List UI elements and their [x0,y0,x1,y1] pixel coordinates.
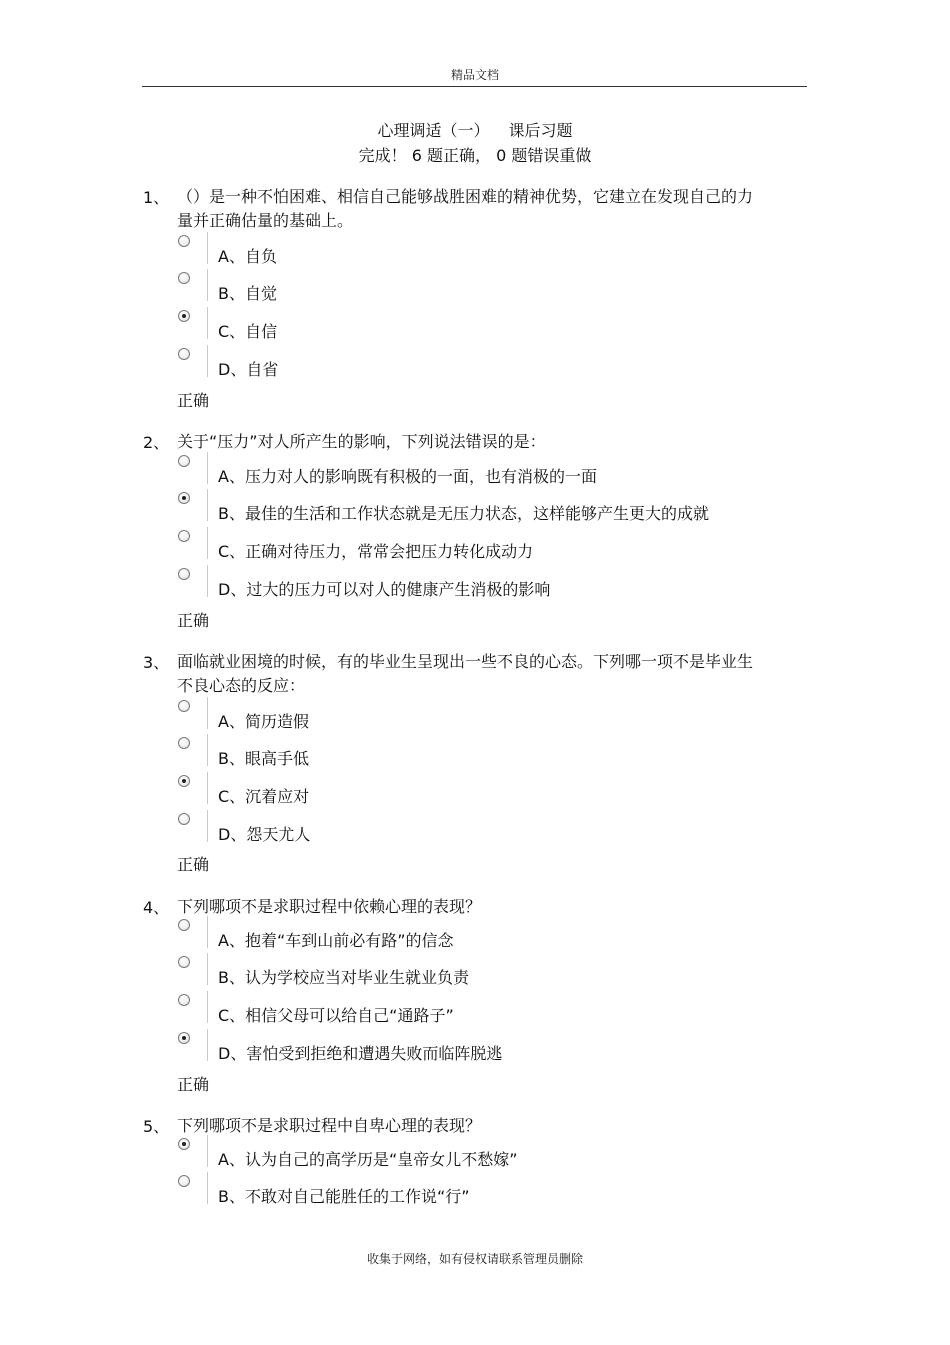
option-radio-cell [177,452,208,484]
answer-option[interactable] [0,808,950,846]
option-label: B、自觉 [218,284,277,303]
option-radio-cell [177,232,208,264]
option-radio-cell [177,734,208,766]
option-radio-cell [177,489,208,521]
radio-unselected-icon[interactable] [178,994,190,1006]
answer-option[interactable] [0,1027,950,1065]
option-label: A、简历造假 [218,712,309,731]
radio-unselected-icon[interactable] [178,455,190,467]
option-radio-cell [177,810,208,842]
option-label: D、怨天尤人 [218,825,311,844]
answer-result: 正确 [177,1075,210,1094]
option-label: C、自信 [218,322,278,341]
question-text: 关于“压力”对人所产生的影响，下列说法错误的是： [177,432,546,451]
answer-option[interactable] [0,525,950,563]
question-text: （）是一种不怕困难、相信自己能够战胜困难的精神优势，它建立在发现自己的力量并正确估量的基础上。 [177,187,754,230]
radio-unselected-icon[interactable] [178,813,190,825]
option-radio-cell [177,565,208,597]
answer-option[interactable] [0,695,950,732]
question-number: 2、 [143,433,170,452]
option-radio-cell [177,1172,208,1204]
option-radio-cell [177,772,208,804]
answer-option[interactable] [0,951,950,989]
option-radio-cell [177,345,208,377]
question-number: 3、 [143,653,170,672]
answer-option[interactable] [0,305,950,343]
option-radio-cell [177,307,208,339]
page-header: 精品文档 [450,68,499,82]
option-radio-cell [177,953,208,985]
answer-option[interactable] [0,450,950,487]
option-radio-cell [177,916,208,948]
answer-option[interactable] [0,1133,950,1170]
option-label: B、认为学校应当对毕业生就业负责 [218,968,469,987]
radio-unselected-icon[interactable] [178,348,190,360]
answer-options [0,450,950,601]
option-label: D、害怕受到拒绝和遭遇失败而临阵脱逃 [218,1044,503,1063]
answer-options [0,1133,950,1208]
answer-option[interactable] [0,563,950,601]
answer-option[interactable] [0,989,950,1027]
document-title: 心理调适（一） 课后习题 [377,121,573,140]
question-text: 面临就业困境的时候，有的毕业生呈现出一些不良的心态。下列哪一项不是毕业生不良心态的反应： [177,652,754,695]
answer-option[interactable] [0,1170,950,1208]
answer-option[interactable] [0,770,950,808]
option-radio-cell [177,1029,208,1061]
question-number: 5、 [143,1117,170,1136]
radio-unselected-icon[interactable] [178,568,190,580]
option-label: A、抱着“车到山前必有路”的信念 [218,931,454,950]
radio-selected-icon[interactable] [178,1138,190,1150]
answer-option[interactable] [0,914,950,951]
radio-unselected-icon[interactable] [178,700,190,712]
answer-options [0,695,950,846]
completion-status: 完成！ 6 题正确， 0 题错误重做 [358,146,592,165]
option-radio-cell [177,991,208,1023]
answer-result: 正确 [177,855,210,874]
option-label: D、过大的压力可以对人的健康产生消极的影响 [218,580,551,599]
option-label: D、自省 [218,360,279,379]
radio-selected-icon[interactable] [178,775,190,787]
option-label: B、不敢对自己能胜任的工作说“行” [218,1187,470,1206]
question-number: 4、 [143,898,170,917]
option-label: B、最佳的生活和工作状态就是无压力状态，这样能够产生更大的成就 [218,504,709,523]
answer-option[interactable] [0,230,950,267]
answer-options [0,230,950,381]
radio-selected-icon[interactable] [178,1032,190,1044]
option-label: B、眼高手低 [218,749,309,768]
option-radio-cell [177,527,208,559]
radio-unselected-icon[interactable] [178,1175,190,1187]
header-divider [142,86,807,87]
option-label: A、自负 [218,247,277,266]
question-text: 下列哪项不是求职过程中自卑心理的表现？ [177,1116,482,1135]
answer-option[interactable] [0,732,950,770]
answer-option[interactable] [0,487,950,525]
radio-unselected-icon[interactable] [178,235,190,247]
option-label: C、沉着应对 [218,787,310,806]
radio-selected-icon[interactable] [178,492,190,504]
radio-unselected-icon[interactable] [178,919,190,931]
option-radio-cell [177,269,208,301]
option-radio-cell [177,697,208,729]
option-label: C、正确对待压力，常常会把压力转化成动力 [218,542,534,561]
answer-option[interactable] [0,267,950,305]
option-label: C、相信父母可以给自己“通路子” [218,1006,454,1025]
radio-unselected-icon[interactable] [178,272,190,284]
answer-result: 正确 [177,611,210,630]
answer-options [0,914,950,1065]
page-footer: 收集于网络，如有侵权请联系管理员删除 [366,1252,583,1266]
question-text: 下列哪项不是求职过程中依赖心理的表现？ [177,897,482,916]
answer-option[interactable] [0,343,950,381]
option-label: A、压力对人的影响既有积极的一面，也有消极的一面 [218,467,597,486]
answer-result: 正确 [177,391,210,410]
radio-unselected-icon[interactable] [178,956,190,968]
question-number: 1、 [143,188,170,207]
radio-unselected-icon[interactable] [178,530,190,542]
radio-selected-icon[interactable] [178,310,190,322]
option-radio-cell [177,1135,208,1167]
radio-unselected-icon[interactable] [178,737,190,749]
option-label: A、认为自己的高学历是“皇帝女儿不愁嫁” [218,1150,518,1169]
